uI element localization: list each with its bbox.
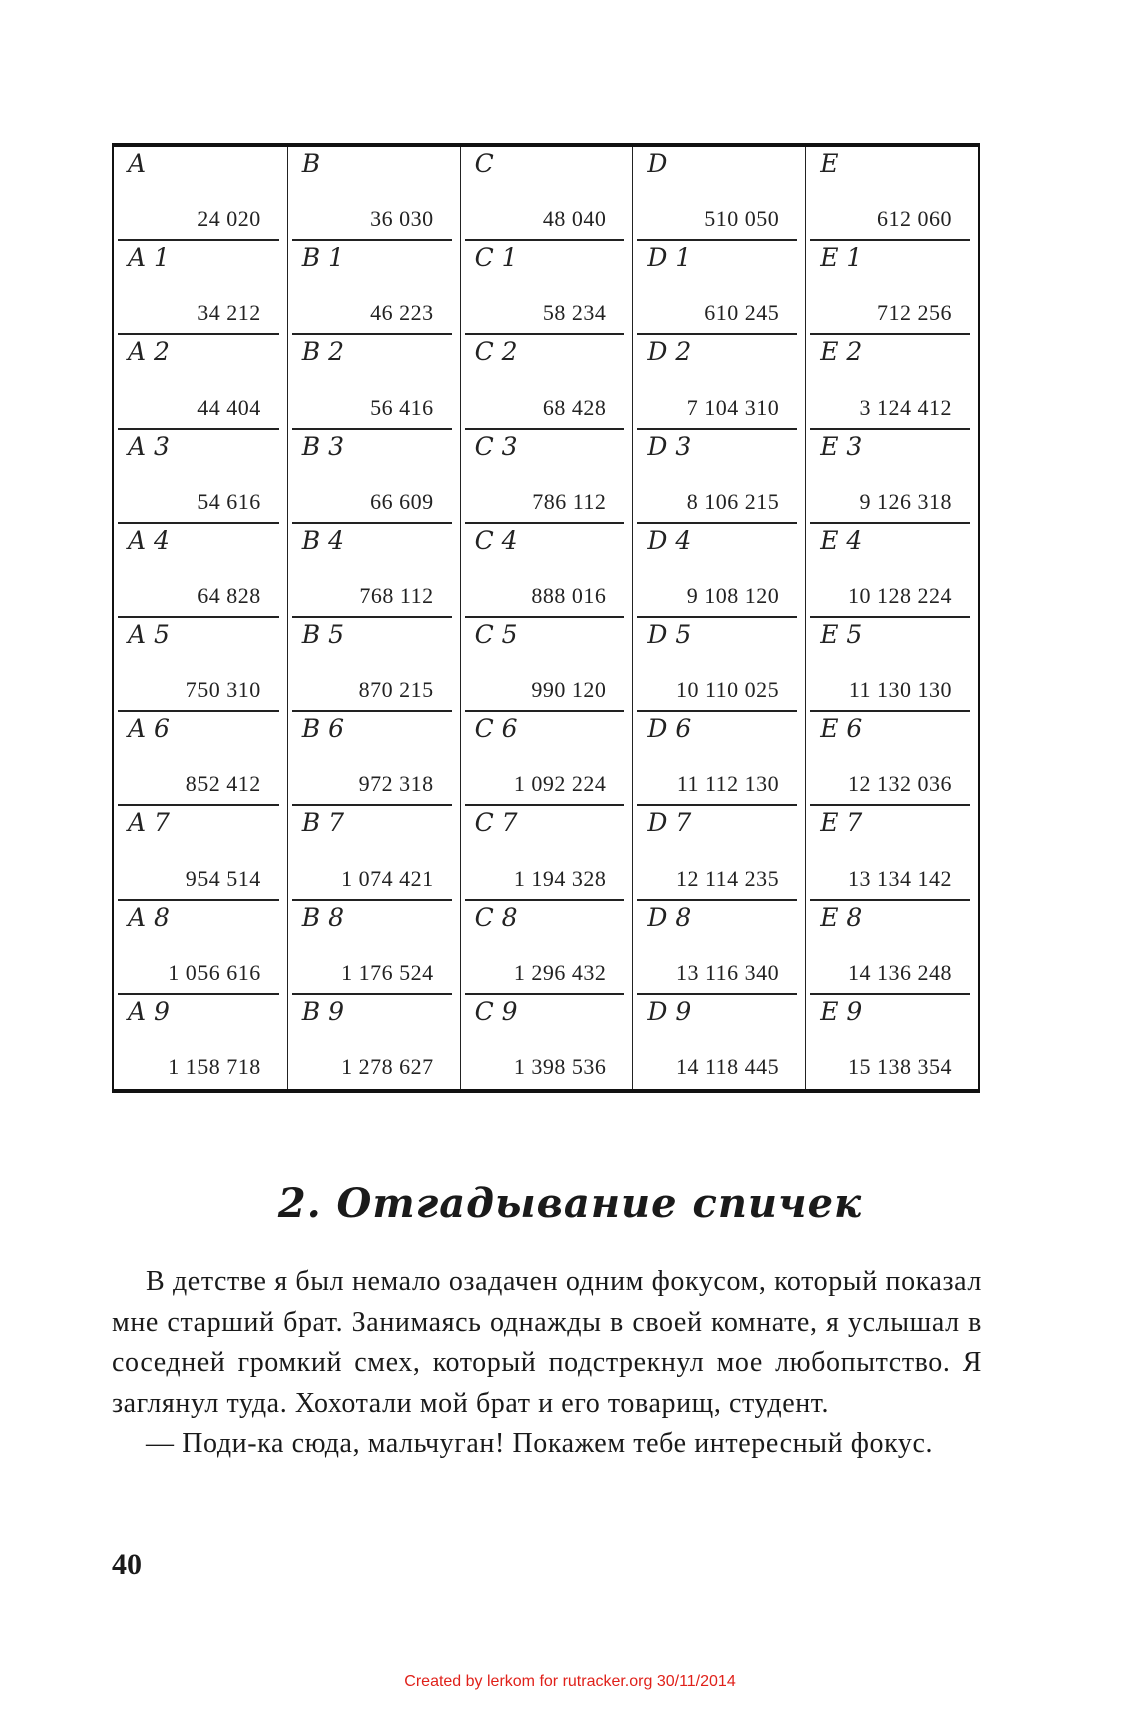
table-cell (632, 618, 805, 712)
section-heading: 2. Отгадывание спичек (277, 1180, 863, 1227)
table-cell (460, 901, 633, 995)
table-cell (805, 430, 978, 524)
cell-value: 7 104 310 (686, 394, 780, 420)
cell-label: D 2 (647, 337, 692, 367)
table-cell (114, 901, 287, 995)
table-cell (114, 147, 287, 241)
table-cell (632, 712, 805, 806)
cell-value: 768 112 (359, 582, 434, 608)
cell-value: 612 060 (877, 206, 952, 232)
table-cell (114, 995, 287, 1089)
cell-value: 12 114 235 (676, 865, 780, 891)
table-cell (805, 995, 978, 1089)
cell-label: D 3 (647, 431, 692, 461)
cell-value: 1 176 524 (341, 959, 434, 985)
cell-label: B 2 (301, 337, 345, 367)
table-cell (460, 335, 633, 429)
table-cell (805, 147, 978, 241)
cell-value: 10 110 025 (676, 677, 780, 703)
cell-label: D 4 (647, 525, 692, 555)
cell-value: 48 040 (542, 206, 607, 232)
cell-label: C 7 (474, 808, 518, 838)
table-cell (114, 241, 287, 335)
cell-value: 1 398 536 (513, 1053, 607, 1079)
cell-label: A 7 (128, 808, 170, 838)
cell-label: C 3 (474, 431, 518, 461)
cell-label: E 5 (820, 619, 863, 649)
cell-value: 610 245 (704, 300, 780, 326)
cell-label: B 9 (301, 996, 345, 1026)
cell-label: D 9 (647, 996, 692, 1026)
cell-label: B 3 (301, 431, 345, 461)
table-cell (632, 430, 805, 524)
table-cell (805, 335, 978, 429)
table-cell (287, 901, 460, 995)
cell-value: 13 134 142 (848, 865, 952, 891)
cell-value: 34 212 (197, 300, 261, 326)
cell-label: C 4 (474, 525, 518, 555)
cell-label: D 8 (647, 902, 692, 932)
table-cell (805, 524, 978, 618)
cell-value: 3 124 412 (859, 394, 952, 420)
cell-label: E 4 (820, 525, 863, 555)
cell-label: D 1 (647, 243, 692, 273)
cell-label: B 1 (301, 243, 345, 273)
cell-value: 786 112 (532, 488, 607, 514)
table-cell (114, 335, 287, 429)
table-cell (805, 618, 978, 712)
paragraph: В детстве я был немало озадачен одним фокусом, который показал мне старший брат. Занимаясь однажды в своей комнате, я услышал в соседней громкий смех, который подстрекнул мое любопытство. Я заглянул туда. Хохотали мой брат и его товарищ, студент. (112, 1266, 982, 1419)
cell-value: 14 136 248 (848, 959, 952, 985)
cell-value: 64 828 (197, 582, 261, 608)
table-cell (632, 335, 805, 429)
cell-label: D 5 (647, 619, 692, 649)
table-cell (287, 995, 460, 1089)
cell-value: 1 296 432 (513, 959, 607, 985)
table-cell (114, 806, 287, 900)
table-cell (805, 901, 978, 995)
body-text (112, 1262, 982, 1465)
table-cell (287, 241, 460, 335)
table-cell (287, 618, 460, 712)
table-cell (632, 995, 805, 1089)
cell-value: 870 215 (358, 677, 434, 703)
cell-value: 54 616 (197, 488, 261, 514)
cell-value: 14 118 445 (676, 1053, 780, 1079)
cell-label: C 9 (474, 996, 518, 1026)
cell-value: 56 416 (370, 394, 434, 420)
watermark: Created by lerkom for rutracker.org 30/11/2014 (404, 1673, 736, 1690)
table-cell (460, 712, 633, 806)
cell-label: C 8 (474, 902, 518, 932)
cell-label: E 3 (820, 431, 863, 461)
cell-label: A 9 (128, 996, 170, 1026)
table-cell (632, 524, 805, 618)
cell-value: 888 016 (531, 582, 607, 608)
cell-value: 24 020 (197, 206, 261, 232)
table-cell (287, 147, 460, 241)
cell-label: B 7 (301, 808, 345, 838)
cell-value: 11 130 130 (848, 677, 952, 703)
cell-label: C (474, 149, 494, 178)
cell-label: E (820, 149, 839, 178)
cell-label: B 6 (301, 714, 345, 744)
table-cell (114, 618, 287, 712)
cell-value: 9 108 120 (686, 582, 780, 608)
cell-value: 8 106 215 (686, 488, 780, 514)
page-number: 40 (112, 1548, 142, 1581)
table-cell (460, 147, 633, 241)
number-table (112, 143, 980, 1093)
cell-label: E 2 (820, 337, 863, 367)
cell-value: 852 412 (185, 771, 261, 797)
table-cell (460, 241, 633, 335)
table-cell (114, 524, 287, 618)
cell-label: A 2 (128, 337, 170, 367)
table-cell (287, 430, 460, 524)
cell-label: A 8 (128, 902, 170, 932)
cell-label: B 5 (301, 619, 345, 649)
cell-label: C 2 (474, 337, 518, 367)
cell-value: 58 234 (542, 300, 607, 326)
cell-value: 1 092 224 (513, 771, 607, 797)
cell-label: E 7 (820, 808, 863, 838)
table-cell (460, 430, 633, 524)
cell-label: C 1 (474, 243, 518, 273)
cell-label: A (128, 149, 147, 178)
cell-label: E 6 (820, 714, 863, 744)
table-cell (460, 618, 633, 712)
cell-value: 46 223 (370, 300, 434, 326)
cell-value: 13 116 340 (676, 959, 780, 985)
table-cell (287, 335, 460, 429)
cell-value: 954 514 (185, 865, 261, 891)
paragraph: — Поди-ка сюда, мальчуган! Покажем тебе интересный фокус. (146, 1428, 934, 1459)
cell-label: A 4 (128, 525, 170, 555)
table-cell (632, 147, 805, 241)
cell-label: A 3 (128, 431, 170, 461)
cell-label: A 1 (128, 243, 170, 273)
cell-label: E 1 (820, 243, 863, 273)
table-cell (460, 524, 633, 618)
cell-value: 990 120 (531, 677, 607, 703)
cell-value: 1 056 616 (168, 959, 261, 985)
cell-label: B (301, 149, 321, 178)
cell-value: 750 310 (185, 677, 261, 703)
table-cell (632, 901, 805, 995)
cell-value: 11 112 130 (676, 771, 780, 797)
table-cell (460, 995, 633, 1089)
cell-value: 9 126 318 (859, 488, 952, 514)
table-cell (805, 806, 978, 900)
table-cell (805, 241, 978, 335)
cell-value: 15 138 354 (848, 1053, 952, 1079)
cell-value: 1 074 421 (341, 865, 434, 891)
cell-label: A 6 (128, 714, 170, 744)
table-cell (287, 712, 460, 806)
cell-label: E 9 (820, 996, 863, 1026)
table-cell (114, 712, 287, 806)
cell-value: 66 609 (370, 488, 434, 514)
cell-value: 68 428 (542, 394, 607, 420)
table-cell (632, 241, 805, 335)
cell-value: 972 318 (358, 771, 434, 797)
cell-value: 12 132 036 (848, 771, 952, 797)
table-cell (805, 712, 978, 806)
cell-value: 44 404 (197, 394, 261, 420)
cell-label: E 8 (820, 902, 863, 932)
cell-value: 10 128 224 (848, 582, 952, 608)
cell-value: 1 194 328 (513, 865, 607, 891)
cell-value: 1 158 718 (168, 1053, 261, 1079)
table-cell (287, 524, 460, 618)
cell-label: D 7 (647, 808, 692, 838)
table-cell (460, 806, 633, 900)
cell-value: 36 030 (370, 206, 434, 232)
cell-label: D (647, 149, 668, 178)
cell-value: 510 050 (704, 206, 780, 232)
cell-label: C 5 (474, 619, 518, 649)
cell-label: B 4 (301, 525, 345, 555)
cell-label: A 5 (128, 619, 170, 649)
cell-label: C 6 (474, 714, 518, 744)
table-cell (632, 806, 805, 900)
table-cell (287, 806, 460, 900)
cell-label: D 6 (647, 714, 692, 744)
cell-value: 712 256 (877, 300, 952, 326)
cell-value: 1 278 627 (341, 1053, 434, 1079)
table-cell (114, 430, 287, 524)
cell-label: B 8 (301, 902, 345, 932)
